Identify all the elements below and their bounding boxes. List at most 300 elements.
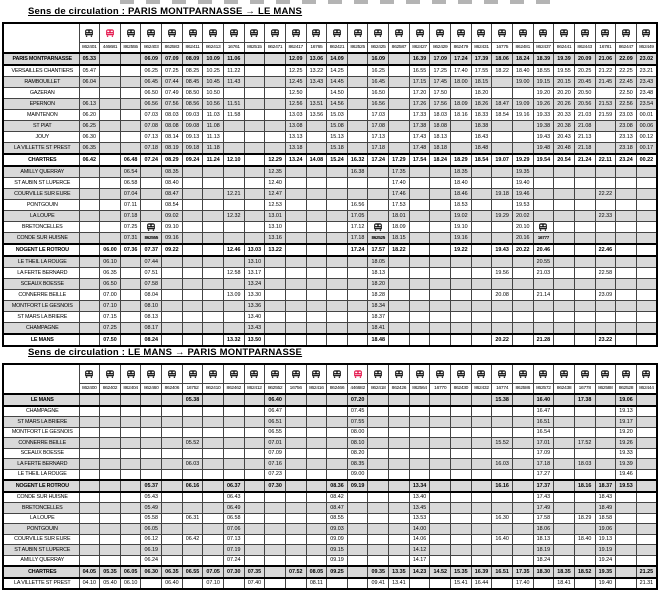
time-cell [554,394,575,406]
time-cell: 13.09 [223,290,244,301]
time-cell [306,244,327,256]
station-row [3,279,657,290]
time-cell [285,222,306,233]
time-cell: 08.35 [347,459,368,470]
time-cell [285,406,306,417]
time-cell [182,555,203,566]
train-icon [270,370,280,378]
time-cell [636,222,657,233]
station-name: SCEAUX BOESSE [3,448,79,459]
time-cell: 06.55 [265,427,286,438]
time-cell [533,200,554,211]
time-cell: 06.12 [141,534,162,545]
time-cell: 06.30 [79,132,100,143]
time-cell [162,492,183,503]
time-cell [430,178,451,189]
time-cell: 06.43 [223,492,244,503]
train-icon [353,370,363,378]
time-cell [616,200,637,211]
time-cell [327,448,348,459]
station-name: CHAMPAGNE [3,323,79,335]
train-number: 16770 [430,384,451,395]
time-cell: 06.51 [265,417,286,428]
time-cell [430,427,451,438]
time-cell [100,406,121,417]
time-cell [430,334,451,346]
time-cell: 06.03 [182,459,203,470]
time-cell [203,513,224,524]
time-cell [162,480,183,492]
train-icon-cell [554,23,575,43]
time-cell: 08.17 [141,323,162,335]
time-cell: 19.53 [512,200,533,211]
time-cell [430,200,451,211]
time-cell [389,459,410,470]
time-cell [471,394,492,406]
time-cell: 11.18 [203,143,224,155]
time-cell: 10.25 [203,65,224,77]
time-cell: 06.05 [120,566,141,578]
time-cell: 19.02 [451,211,472,222]
station-row [3,301,657,312]
train-icon-cell [471,23,492,43]
time-cell: 07.19 [223,545,244,556]
time-cell [162,545,183,556]
time-cell [306,503,327,514]
time-cell [368,469,389,480]
time-cell [636,503,657,514]
time-cell [306,290,327,301]
time-cell [203,438,224,449]
time-cell [636,469,657,480]
time-cell [389,65,410,77]
time-cell: 15.52 [492,438,513,449]
train-icon [621,29,631,37]
station-row [3,211,657,222]
time-cell [636,166,657,178]
time-cell: 20.10 [512,222,533,233]
time-cell: 12.21 [223,189,244,200]
time-cell [265,143,286,155]
train-icon [229,29,239,37]
time-cell [79,222,100,233]
time-cell [327,301,348,312]
time-cell: 17.43 [533,492,554,503]
time-cell [533,166,554,178]
time-cell [223,323,244,335]
station-row [3,417,657,428]
time-cell [409,244,430,256]
time-cell: 19.19 [595,545,616,556]
train-icon-cell [162,364,183,384]
time-cell: 18.22 [389,244,410,256]
time-cell [79,189,100,200]
time-cell [574,492,595,503]
time-cell [141,417,162,428]
train-number: 862402 [100,384,121,395]
time-cell [492,417,513,428]
time-cell [347,290,368,301]
time-cell [492,200,513,211]
station-name: ST MARS LA BRIERE [3,312,79,323]
time-cell [141,578,162,590]
time-cell [451,427,472,438]
time-cell [616,244,637,256]
time-cell [79,469,100,480]
time-cell: 20.20 [554,88,575,99]
time-cell [595,459,616,470]
train-number: 862587 [389,43,410,54]
time-cell [244,459,265,470]
time-cell: 13.43 [306,77,327,88]
time-cell: 15.38 [492,394,513,406]
time-cell [512,279,533,290]
time-cell [389,110,410,121]
time-cell: 18.20 [471,88,492,99]
time-cell: 09.15 [327,545,348,556]
time-cell [244,524,265,535]
time-cell: 16.09 [368,53,389,65]
time-cell [203,448,224,459]
time-cell [451,334,472,346]
station-row [3,222,657,233]
time-cell [182,545,203,556]
time-cell [79,427,100,438]
time-cell [347,334,368,346]
time-cell: 18.41 [368,323,389,335]
time-cell [554,417,575,428]
time-cell [182,211,203,222]
time-cell [574,211,595,222]
station-name: BRETONCELLES [3,503,79,514]
time-cell [451,545,472,556]
time-cell [203,200,224,211]
train-icon-cell [327,364,348,384]
time-cell [223,427,244,438]
time-cell: 09.10 [162,222,183,233]
time-cell [79,211,100,222]
time-cell [554,279,575,290]
time-cell [347,323,368,335]
time-cell [244,189,265,200]
time-cell [471,334,492,346]
time-cell [265,578,286,590]
time-cell [285,211,306,222]
time-cell [368,555,389,566]
time-cell [554,448,575,459]
time-cell [595,279,616,290]
time-cell: 13.10 [265,222,286,233]
train-number: 862479 [451,43,472,54]
time-cell [512,524,533,535]
time-cell: 17.15 [409,77,430,88]
time-cell [471,222,492,233]
time-cell: 07.51 [141,268,162,279]
time-cell [203,279,224,290]
time-cell [492,503,513,514]
time-cell: 07.08 [141,121,162,132]
train-icon [249,29,259,37]
train-icon [311,29,321,37]
station-row [3,503,657,514]
time-cell [244,110,265,121]
station-name: AMILLY QUERRAY [3,555,79,566]
time-cell [409,290,430,301]
train-number: 16765 [306,43,327,54]
time-cell: 14.06 [409,534,430,545]
time-cell: 20.48 [554,143,575,155]
time-cell: 13.45 [409,503,430,514]
station-name: GAZERAN [3,88,79,99]
time-cell [162,469,183,480]
time-cell [471,189,492,200]
time-cell [471,534,492,545]
time-cell [285,268,306,279]
time-cell [492,121,513,132]
time-cell: 14.08 [306,154,327,166]
time-cell: 18.19 [533,545,554,556]
time-cell [244,233,265,245]
time-cell [533,189,554,200]
train-icon [146,29,156,37]
train-icon-cell [244,364,265,384]
time-cell [430,256,451,268]
time-cell [79,233,100,245]
time-cell: 05.38 [182,394,203,406]
time-cell [141,178,162,189]
train-icon [353,29,363,37]
time-cell: 13.24 [285,154,306,166]
time-cell: 22.09 [616,53,637,65]
time-cell: 13.24 [244,279,265,290]
time-cell: 18.54 [471,154,492,166]
station-row [3,110,657,121]
time-cell: 06.50 [100,279,121,290]
time-cell: 08.50 [182,88,203,99]
time-cell [162,417,183,428]
time-cell [430,492,451,503]
time-cell: 18.55 [533,65,554,77]
time-cell [409,312,430,323]
time-cell: 07.24 [223,555,244,566]
time-cell [120,256,141,268]
time-cell [512,132,533,143]
time-cell [409,438,430,449]
time-cell: 12.50 [285,88,306,99]
time-cell [285,427,306,438]
time-cell [265,53,286,65]
train-icon [105,370,115,378]
time-cell: 07.35 [244,566,265,578]
time-cell: 09.03 [327,524,348,535]
train-number: 862525 [347,43,368,54]
train-number: 862413 [203,43,224,54]
station-row [3,578,657,590]
time-cell [451,88,472,99]
station-row [3,166,657,178]
time-cell: 06.58 [223,513,244,524]
time-cell [409,427,430,438]
time-cell [162,448,183,459]
time-cell: 21.31 [636,578,657,590]
time-cell: 19.38 [533,121,554,132]
time-cell: 17.46 [389,189,410,200]
station-name: LE MANS [3,394,79,406]
train-icon [476,29,486,37]
time-cell: 07.25 [120,222,141,233]
train-icon-cell [182,23,203,43]
time-cell [223,448,244,459]
time-cell [100,459,121,470]
time-cell [265,110,286,121]
time-cell [492,312,513,323]
time-cell [285,469,306,480]
time-cell [120,459,141,470]
time-cell: 18.40 [574,534,595,545]
time-cell [636,417,657,428]
time-cell [244,222,265,233]
time-cell [347,99,368,110]
time-cell: 08.47 [327,503,348,514]
time-cell [368,406,389,417]
station-row [3,469,657,480]
time-cell [512,469,533,480]
time-cell [574,233,595,245]
time-cell [306,233,327,245]
time-cell: 23.22 [595,334,616,346]
time-cell: 18.03 [574,459,595,470]
time-cell: 18.54 [492,110,513,121]
time-cell: 20.02 [512,211,533,222]
time-cell [430,279,451,290]
time-cell [223,301,244,312]
time-cell: 07.09 [162,53,183,65]
time-cell: 08.24 [141,334,162,346]
time-cell [79,438,100,449]
train-number: 862425 [368,43,389,54]
station-name: SCEAUX BOESSE [3,279,79,290]
time-cell: 07.31 [120,233,141,245]
time-cell [616,513,637,524]
time-cell [203,211,224,222]
time-cell [100,132,121,143]
time-cell: 08.10 [141,301,162,312]
train-icon [538,370,548,378]
time-cell: 08.11 [306,578,327,590]
time-cell [471,555,492,566]
train-number: 446682 [347,384,368,395]
time-cell [430,480,451,492]
train-icon [641,29,651,37]
time-cell [182,189,203,200]
time-cell: 19.35 [512,166,533,178]
time-cell [471,417,492,428]
time-cell [512,448,533,459]
station-name: COURVILLE SUR EURE [3,534,79,545]
time-cell: 12.58 [223,268,244,279]
time-cell [492,301,513,312]
time-cell [120,312,141,323]
time-cell: 04.05 [79,566,100,578]
time-cell [409,222,430,233]
time-cell [223,438,244,449]
time-cell [79,323,100,335]
time-cell: 17.37 [533,480,554,492]
time-cell [451,323,472,335]
time-cell [492,578,513,590]
time-cell [141,211,162,222]
time-cell [285,178,306,189]
time-cell [512,143,533,155]
time-cell [554,244,575,256]
time-cell: 18.24 [512,53,533,65]
time-cell [368,438,389,449]
time-cell [554,513,575,524]
time-cell [636,301,657,312]
station-name: NOGENT LE ROTROU [3,244,79,256]
time-cell [554,555,575,566]
train-icon [229,370,239,378]
time-cell [430,323,451,335]
time-cell: 13.22 [306,65,327,77]
time-cell [100,121,121,132]
time-cell [389,53,410,65]
time-cell: 06.19 [141,545,162,556]
time-cell: 19.35 [595,566,616,578]
time-cell: 05.33 [79,53,100,65]
time-cell [471,211,492,222]
time-cell: 19.33 [616,448,637,459]
train-icon-cell [533,23,554,43]
time-cell: 13.34 [409,480,430,492]
time-cell: 17.24 [451,53,472,65]
time-cell [554,524,575,535]
time-cell [368,503,389,514]
time-cell [368,545,389,556]
timetable-section-lemans-paris [2,347,658,590]
train-icon [518,370,528,378]
time-cell [492,448,513,459]
train-icon-cell [265,364,286,384]
embedded-train-icon-cell [368,222,389,233]
embedded-train-icon-cell [141,222,162,233]
time-cell [430,290,451,301]
time-cell [347,178,368,189]
time-cell [636,200,657,211]
time-cell [285,200,306,211]
time-cell: 08.45 [182,77,203,88]
time-cell [595,222,616,233]
time-cell [306,459,327,470]
time-cell [306,469,327,480]
time-cell: 06.00 [100,244,121,256]
train-number: 862528 [616,384,637,395]
train-icon [270,29,280,37]
time-cell: 13.50 [244,334,265,346]
time-cell: 07.36 [120,244,141,256]
station-name: LE THEIL LA ROUGE [3,256,79,268]
train-icon-cell [285,23,306,43]
time-cell [512,406,533,417]
time-cell: 06.48 [120,154,141,166]
time-cell: 18.43 [595,492,616,503]
station-name: LA LOUPE [3,513,79,524]
time-cell [182,427,203,438]
time-cell [306,166,327,178]
time-cell [182,200,203,211]
train-icon-cell [471,364,492,384]
time-cell [616,222,637,233]
